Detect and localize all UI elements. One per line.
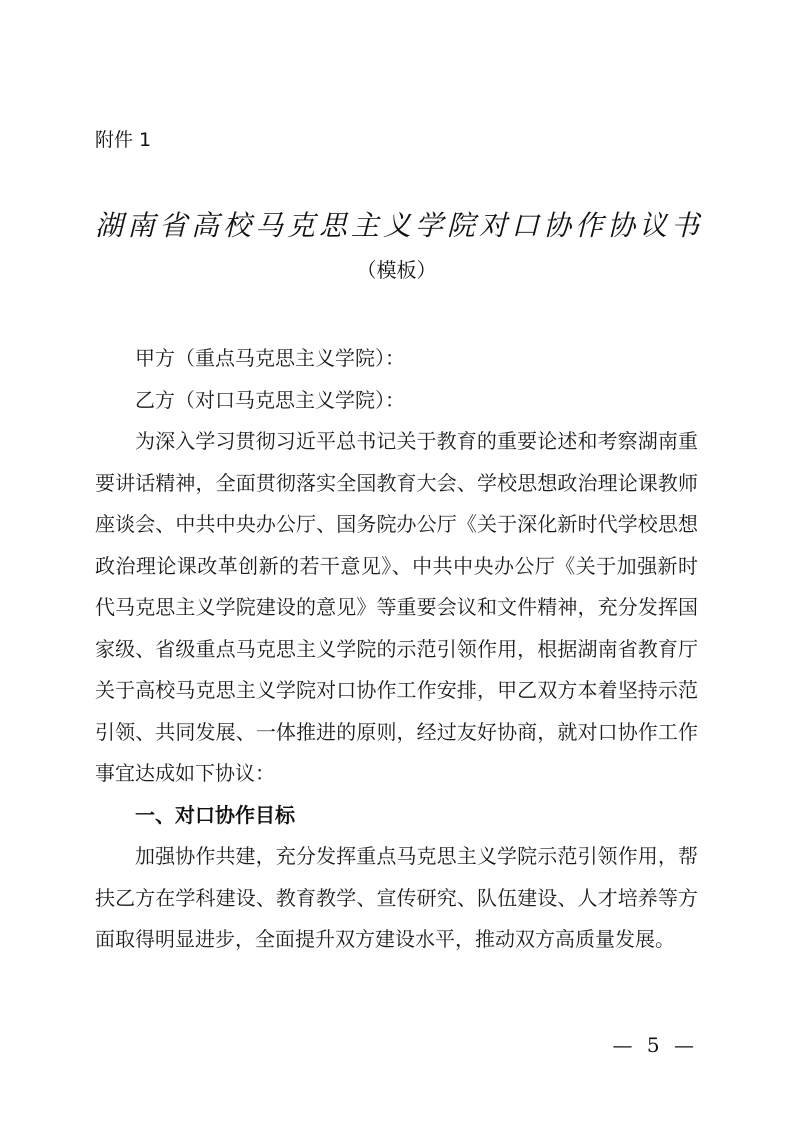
document-title: 湖南省高校马克思主义学院对口协作协议书 [95,209,704,242]
page-number: — 5 — [612,1033,698,1057]
section-heading: 一、对口协作目标 [135,802,295,827]
section-paragraph: 加强协作共建，充分发挥重点马克思主义学院示范引领作用，帮扶乙方在学科建设、教育教学、宣传研究、队伍建设、人才培养等方面取得明显进步，全面提升双方建设水平，推动双方高质量发展。 [95,844,698,951]
party-a-line: 甲方（重点马克思主义学院）： [135,346,405,370]
intro-paragraph: 为深入学习贯彻习近平总书记关于教育的重要论述和考察湖南重要讲话精神，全面贯彻落实全国教育大会、学校思想政治理论课教师座谈会、中共中央办公厅、国务院办公厅《关于深化新时代学校思想政治理论课改革创新的若干意见》、中共中央办公厅《关于加强新时代马克思主义学院建设的意见》等重要会议和文件精神，充分发挥国家级、省级重点马克思主义学院的示范引领作用，根据湖南省教育厅关于高校马克思主义学院对口协作工作安排，甲乙双方本着坚持示范引领、共同发展、一体推进的原则，经过友好协商，就对口协作工作事宜达成如下协议： [95,429,698,785]
document-body [95,338,698,961]
attachment-label: 附件 1 [95,129,152,151]
document-subtitle: （模板） [356,258,437,282]
party-b-line: 乙方（对口马克思主义学院）： [135,387,405,412]
